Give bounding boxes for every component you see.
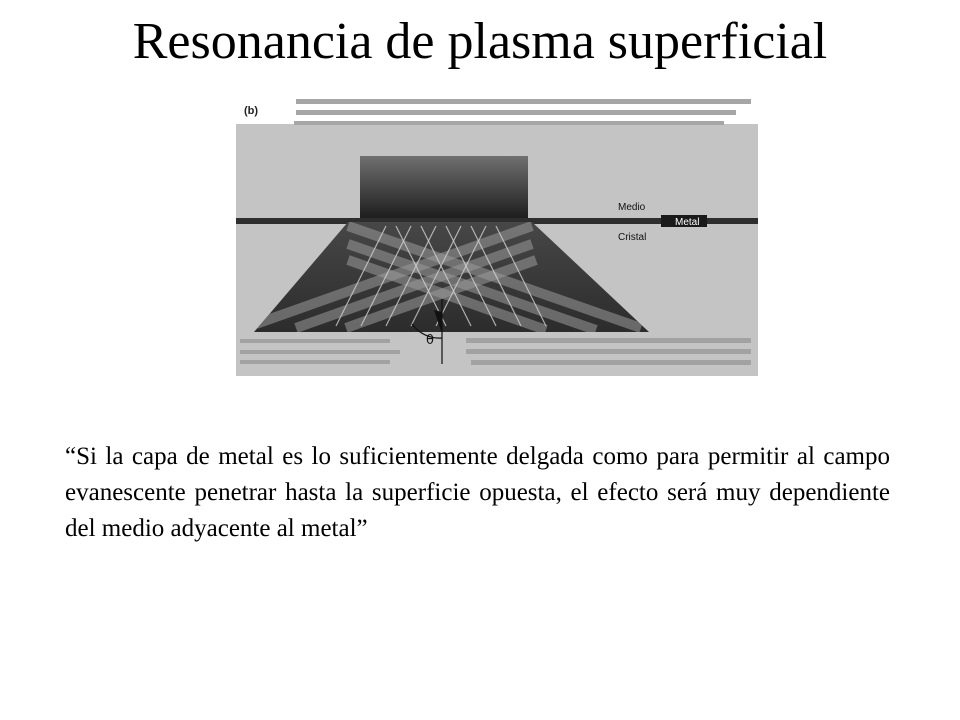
- panel-label: (b): [244, 105, 259, 117]
- label-metal: Metal: [675, 217, 700, 228]
- scan-text-top: [294, 99, 751, 125]
- spr-figure: [236, 94, 758, 376]
- label-medio: Medio: [618, 202, 646, 213]
- scan-text-bottom: [240, 338, 751, 365]
- label-cristal: Cristal: [618, 232, 647, 243]
- quote-text: “Si la capa de metal es lo suficientemente delgada como para permitir al campo evanescente penetrar hasta la superficie opuesta, el efecto será muy dependiente del medio adyacente al metal”: [65, 443, 890, 542]
- angle-label: θ: [426, 333, 434, 348]
- spr-diagram: [236, 94, 758, 376]
- sample-block: [360, 156, 528, 218]
- slide-title: Resonancia de plasma superficial: [132, 13, 828, 70]
